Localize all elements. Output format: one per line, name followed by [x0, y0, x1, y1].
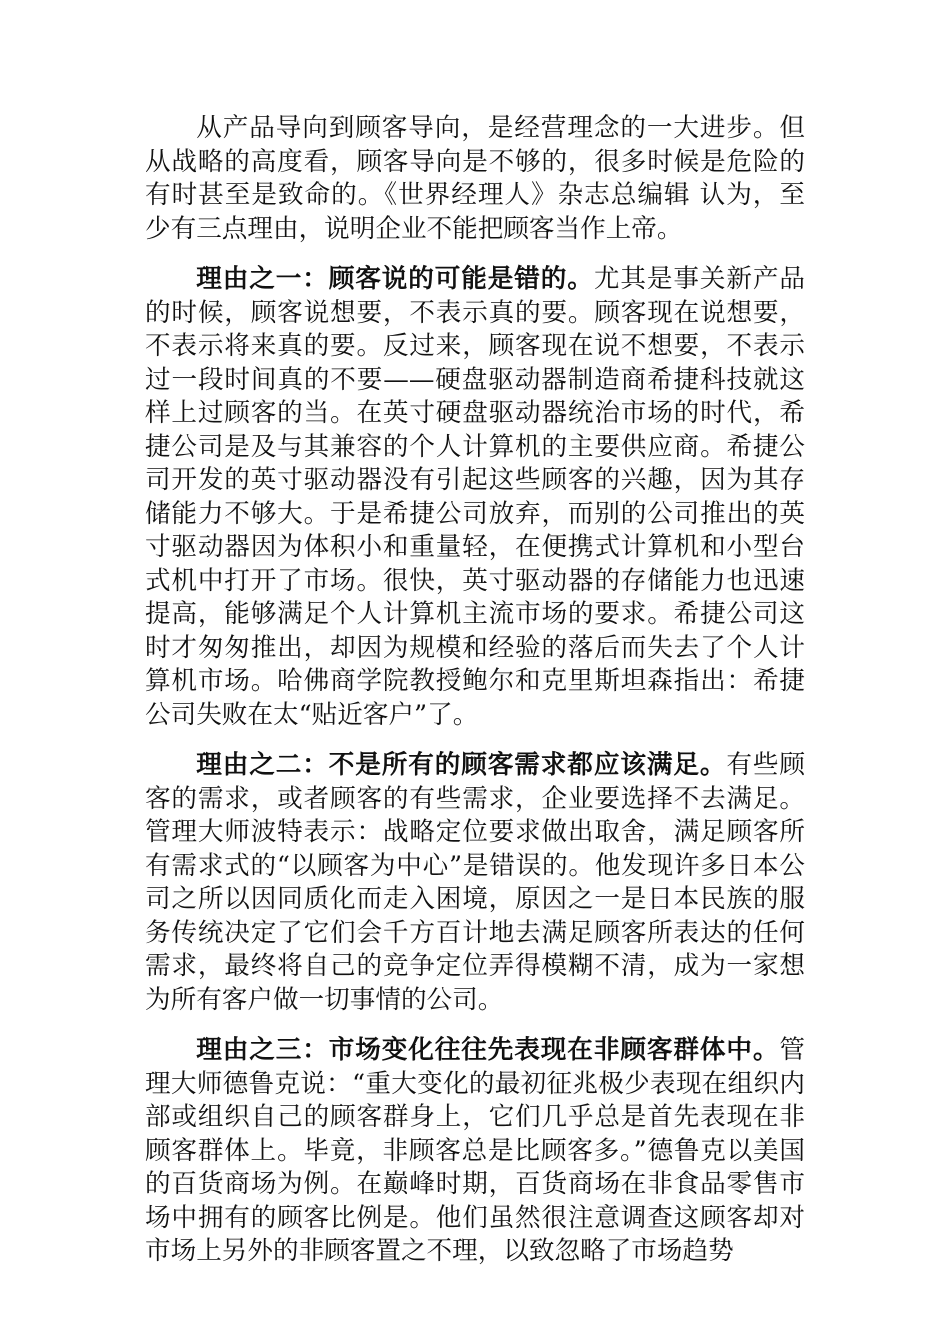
reason-one-heading: 理由之一：顾客说的可能是错的。: [196, 264, 594, 294]
reason-two-paragraph: [145, 749, 805, 1017]
intro-paragraph: [145, 112, 805, 246]
document-page: [145, 112, 805, 1269]
reason-three-heading: 理由之三：市场变化往往先表现在非顾客群体中。: [196, 1035, 780, 1065]
intro-text: 从产品导向到顾客导向，是经营理念的一大进步。但从战略的高度看，顾客导向是不够的，很多时候是危险的有时甚至是致命的。《世界经理人》杂志总编辑 认为，至少有三点理由，说明企业不能把顾客当作上帝。: [145, 113, 805, 244]
reason-one-body: 尤其是事关新产品的时候，顾客说想要，不表示真的要。顾客现在说想要，不表示将来真的要。反过来，顾客现在说不想要，不表示过一段时间真的不要——硬盘驱动器制造商希捷科技就这样上过顾客的当。在英寸硬盘驱动器统治市场的时代，希捷公司是及与其兼容的个人计算机的主要供应商。希捷公司开发的英寸驱动器没有引起这些顾客的兴趣，因为其存储能力不够大。于是希捷公司放弃，而别的公司推出的英寸驱动器因为体积小和重量轻，在便携式计算机和小型台式机中打开了市场。很快，英寸驱动器的存储能力也迅速提高，能够满足个人计算机主流市场的要求。希捷公司这时才匆匆推出，却因为规模和经验的落后而失去了个人计算机市场。哈佛商学院教授鲍尔和克里斯坦森指出：希捷公司失败在太“贴近客户”了。: [145, 264, 805, 730]
reason-one-paragraph: [145, 263, 805, 732]
reason-two-body: 有些顾客的需求，或者顾客的有些需求，企业要选择不去满足。管理大师波特表示：战略定位要求做出取舍，满足顾客所有需求式的“以顾客为中心”是错误的。他发现许多日本公司之所以因同质化而走入困境，原因之一是日本民族的服务传统决定了它们会千方百计地去满足顾客所表达的任何需求，最终将自己的竞争定位弄得模糊不清，成为一家想为所有客户做一切事情的公司。: [145, 750, 805, 1015]
reason-three-paragraph: [145, 1034, 805, 1269]
reason-two-heading: 理由之二：不是所有的顾客需求都应该满足。: [196, 750, 727, 780]
reason-three-body: 管理大师德鲁克说：“重大变化的最初征兆极少表现在组织内部或组织自己的顾客群身上，它们几乎总是首先表现在非顾客群体上。毕竟，非顾客总是比顾客多。”德鲁克以美国的百货商场为例。在巅峰时期，百货商场在非食品零售市场中拥有的顾客比例是。他们虽然很注意调查这顾客却对市场上另外的非顾客置之不理，以致忽略了市场趋势: [145, 1035, 805, 1266]
